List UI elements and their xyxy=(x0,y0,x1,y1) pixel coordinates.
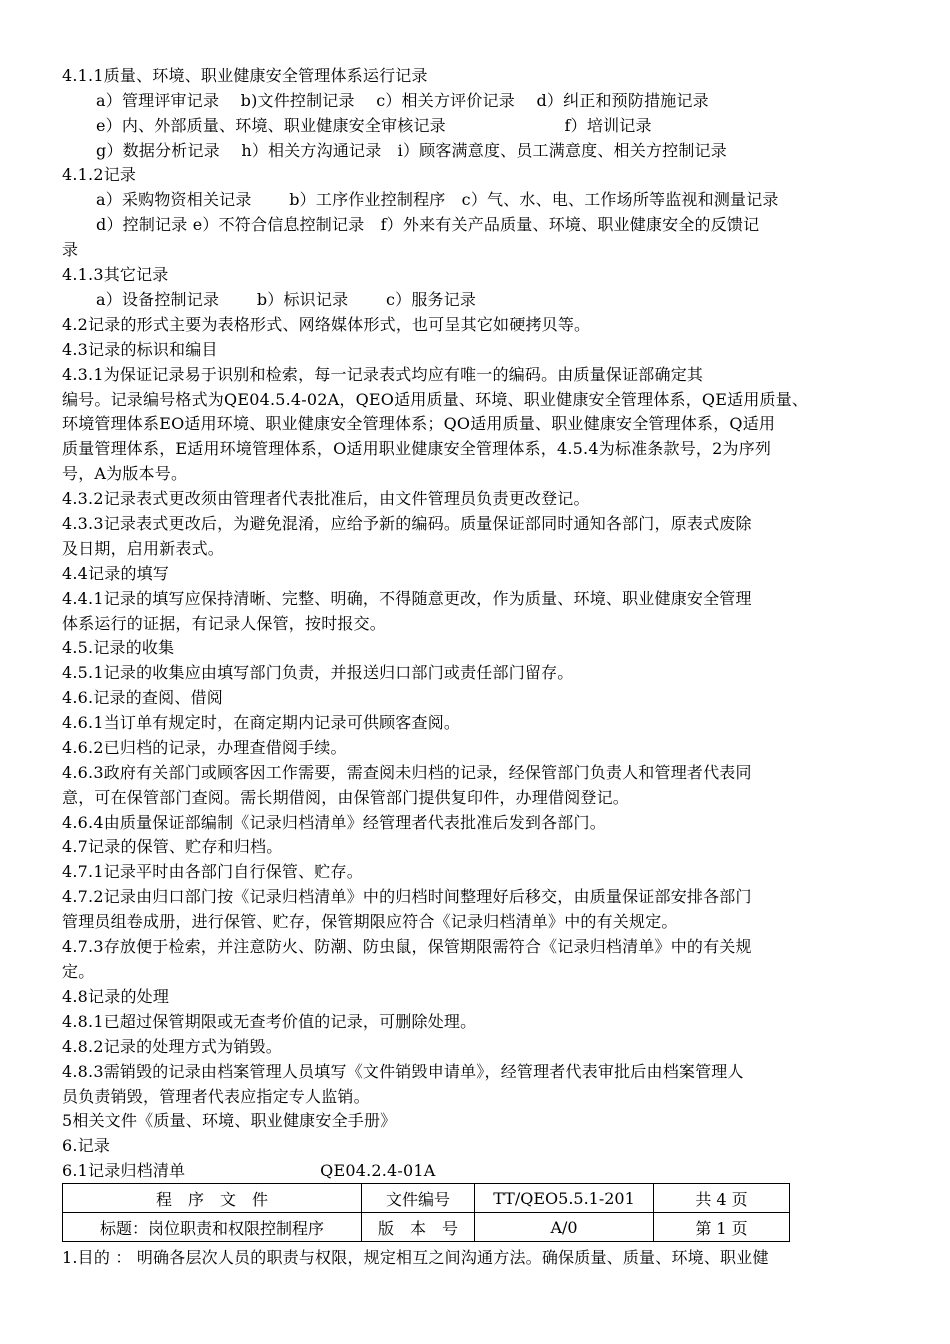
text-line: 4.8.1已超过保管期限或无查考价值的记录，可删除处理。 xyxy=(62,1012,477,1031)
doc-title-cell: 标题：岗位职责和权限控制程序 xyxy=(63,1213,362,1242)
text-line: 4.8记录的处理 xyxy=(62,987,170,1006)
text-line: 4.3记录的标识和编目 xyxy=(62,340,218,359)
text-line: 4.8.2记录的处理方式为销毁。 xyxy=(62,1037,282,1056)
text-line: 4.7记录的保管、贮存和归档。 xyxy=(62,837,283,856)
text-line: a）设备控制记录 b）标识记录 c）服务记录 xyxy=(96,290,477,309)
text-line: 4.5.1记录的收集应由填写部门负责，并报送归口部门或责任部门留存。 xyxy=(62,663,574,682)
text-line: a）采购物资相关记录 b）工序作业控制程序 c）气、水、电、工作场所等监视和测量记录 xyxy=(96,190,779,209)
page-number-cell: 第 1 页 xyxy=(654,1213,790,1242)
version-label: 版 本 号 xyxy=(362,1213,475,1242)
text-line: 4.3.1为保证记录易于识别和检索，每一记录表式均应有唯一的编码。由质量保证部确定其 xyxy=(62,365,704,384)
text-line: 4.4.1记录的填写应保持清晰、完整、明确，不得随意更改，作为质量、环境、职业健康安全管理 xyxy=(62,589,752,608)
text-line: 4.6.1当订单有规定时，在商定期内记录可供顾客查阅。 xyxy=(62,713,461,732)
text-line: 4.1.1质量、环境、职业健康安全管理体系运行记录 xyxy=(62,66,428,85)
text-line: 4.4记录的填写 xyxy=(62,564,170,583)
text-line: 4.7.2记录由归口部门按《记录归档清单》中的归档时间整理好后移交，由质量保证部安排各部门 xyxy=(62,887,752,906)
text-line: 录 xyxy=(62,240,79,259)
text-line: 4.3.3记录表式更改后，为避免混淆，应给予新的编码。质量保证部同时通知各部门，原表式废除 xyxy=(62,514,752,533)
text-line: 定。 xyxy=(62,962,95,981)
text-line: d）控制记录 e）不符合信息控制记录 f）外来有关产品质量、环境、职业健康安全的反馈记 xyxy=(96,215,760,234)
text-line: 4.1.2记录 xyxy=(62,165,137,184)
table-row xyxy=(63,1213,790,1242)
text-line: 4.6.2已归档的记录，办理查借阅手续。 xyxy=(62,738,347,757)
total-pages-cell: 共 4 页 xyxy=(654,1184,790,1213)
document-header-table xyxy=(62,1183,790,1242)
text-line: 质量管理体系，E适用环境管理体系，O适用职业健康安全管理体系，4.5.4为标准条款号，2为序列 xyxy=(62,439,772,458)
text-line: 员负责销毁，管理者代表应指定专人监销。 xyxy=(62,1087,370,1106)
text-line: 4.1.3其它记录 xyxy=(62,265,169,284)
text-line: 6.记录 xyxy=(62,1136,111,1155)
text-line: e）内、外部质量、环境、职业健康安全审核记录 f）培训记录 xyxy=(96,116,652,135)
text-line: 及日期，启用新表式。 xyxy=(62,539,225,558)
text-line: 编号。记录编号格式为QE04.5.4-02A，QEO适用质量、环境、职业健康安全管理体系，QE适用质量、 xyxy=(62,390,809,409)
text-line: 4.2记录的形式主要为表格形式、网络媒体形式，也可呈其它如硬拷贝等。 xyxy=(62,315,591,334)
text-line: 1.目的 ： 明确各层次人员的职责与权限，规定相互之间沟通方法。确保质量、质量、环境、职业健 xyxy=(62,1248,769,1267)
text-line: 4.5.记录的收集 xyxy=(62,638,175,657)
doc-number-value: TT/QEO5.5.1-201 xyxy=(475,1184,654,1213)
doc-number-label: 文件编号 xyxy=(362,1184,475,1213)
text-line: 4.7.1记录平时由各部门自行保管、贮存。 xyxy=(62,862,363,881)
table-row xyxy=(63,1184,790,1213)
text-line: g）数据分析记录 h）相关方沟通记录 i）顾客满意度、员工满意度、相关方控制记录 xyxy=(96,141,727,160)
text-line: 管理员组卷成册，进行保管、贮存，保管期限应符合《记录归档清单》中的有关规定。 xyxy=(62,912,678,931)
text-line: 意，可在保管部门查阅。需长期借阅，由保管部门提供复印件，办理借阅登记。 xyxy=(62,788,630,807)
text-line: 4.6.记录的查阅、借阅 xyxy=(62,688,223,707)
text-line: 4.6.4由质量保证部编制《记录归档清单》经管理者代表批准后发到各部门。 xyxy=(62,813,606,832)
text-line: 4.8.3需销毁的记录由档案管理人员填写《文件销毁申请单》，经管理者代表审批后由档案管理人 xyxy=(62,1062,744,1081)
text-line: 5相关文件《质量、环境、职业健康安全手册》 xyxy=(62,1111,397,1130)
text-line: 4.7.3存放便于检索，并注意防火、防潮、防虫鼠，保管期限需符合《记录归档清单》中的有关规 xyxy=(62,937,752,956)
text-line: 6.1记录归档清单 QE04.2.4-01A xyxy=(62,1161,436,1180)
version-value: A/0 xyxy=(475,1213,654,1242)
text-line: a）管理评审记录 b)文件控制记录 c）相关方评价记录 d）纠正和预防措施记录 xyxy=(96,91,709,110)
text-line: 体系运行的证据，有记录人保管，按时报交。 xyxy=(62,614,387,633)
text-line: 4.3.2记录表式更改须由管理者代表批准后，由文件管理员负责更改登记。 xyxy=(62,489,590,508)
text-line: 4.6.3政府有关部门或顾客因工作需要，需查阅未归档的记录，经保管部门负责人和管理者代表同 xyxy=(62,763,752,782)
text-line: 号，A为版本号。 xyxy=(62,464,188,483)
text-line: 环境管理体系EO适用环境、职业健康安全管理体系；QO适用质量、职业健康安全管理体系，Q适用 xyxy=(62,414,776,433)
doc-type-cell: 程 序 文 件 xyxy=(63,1184,362,1213)
